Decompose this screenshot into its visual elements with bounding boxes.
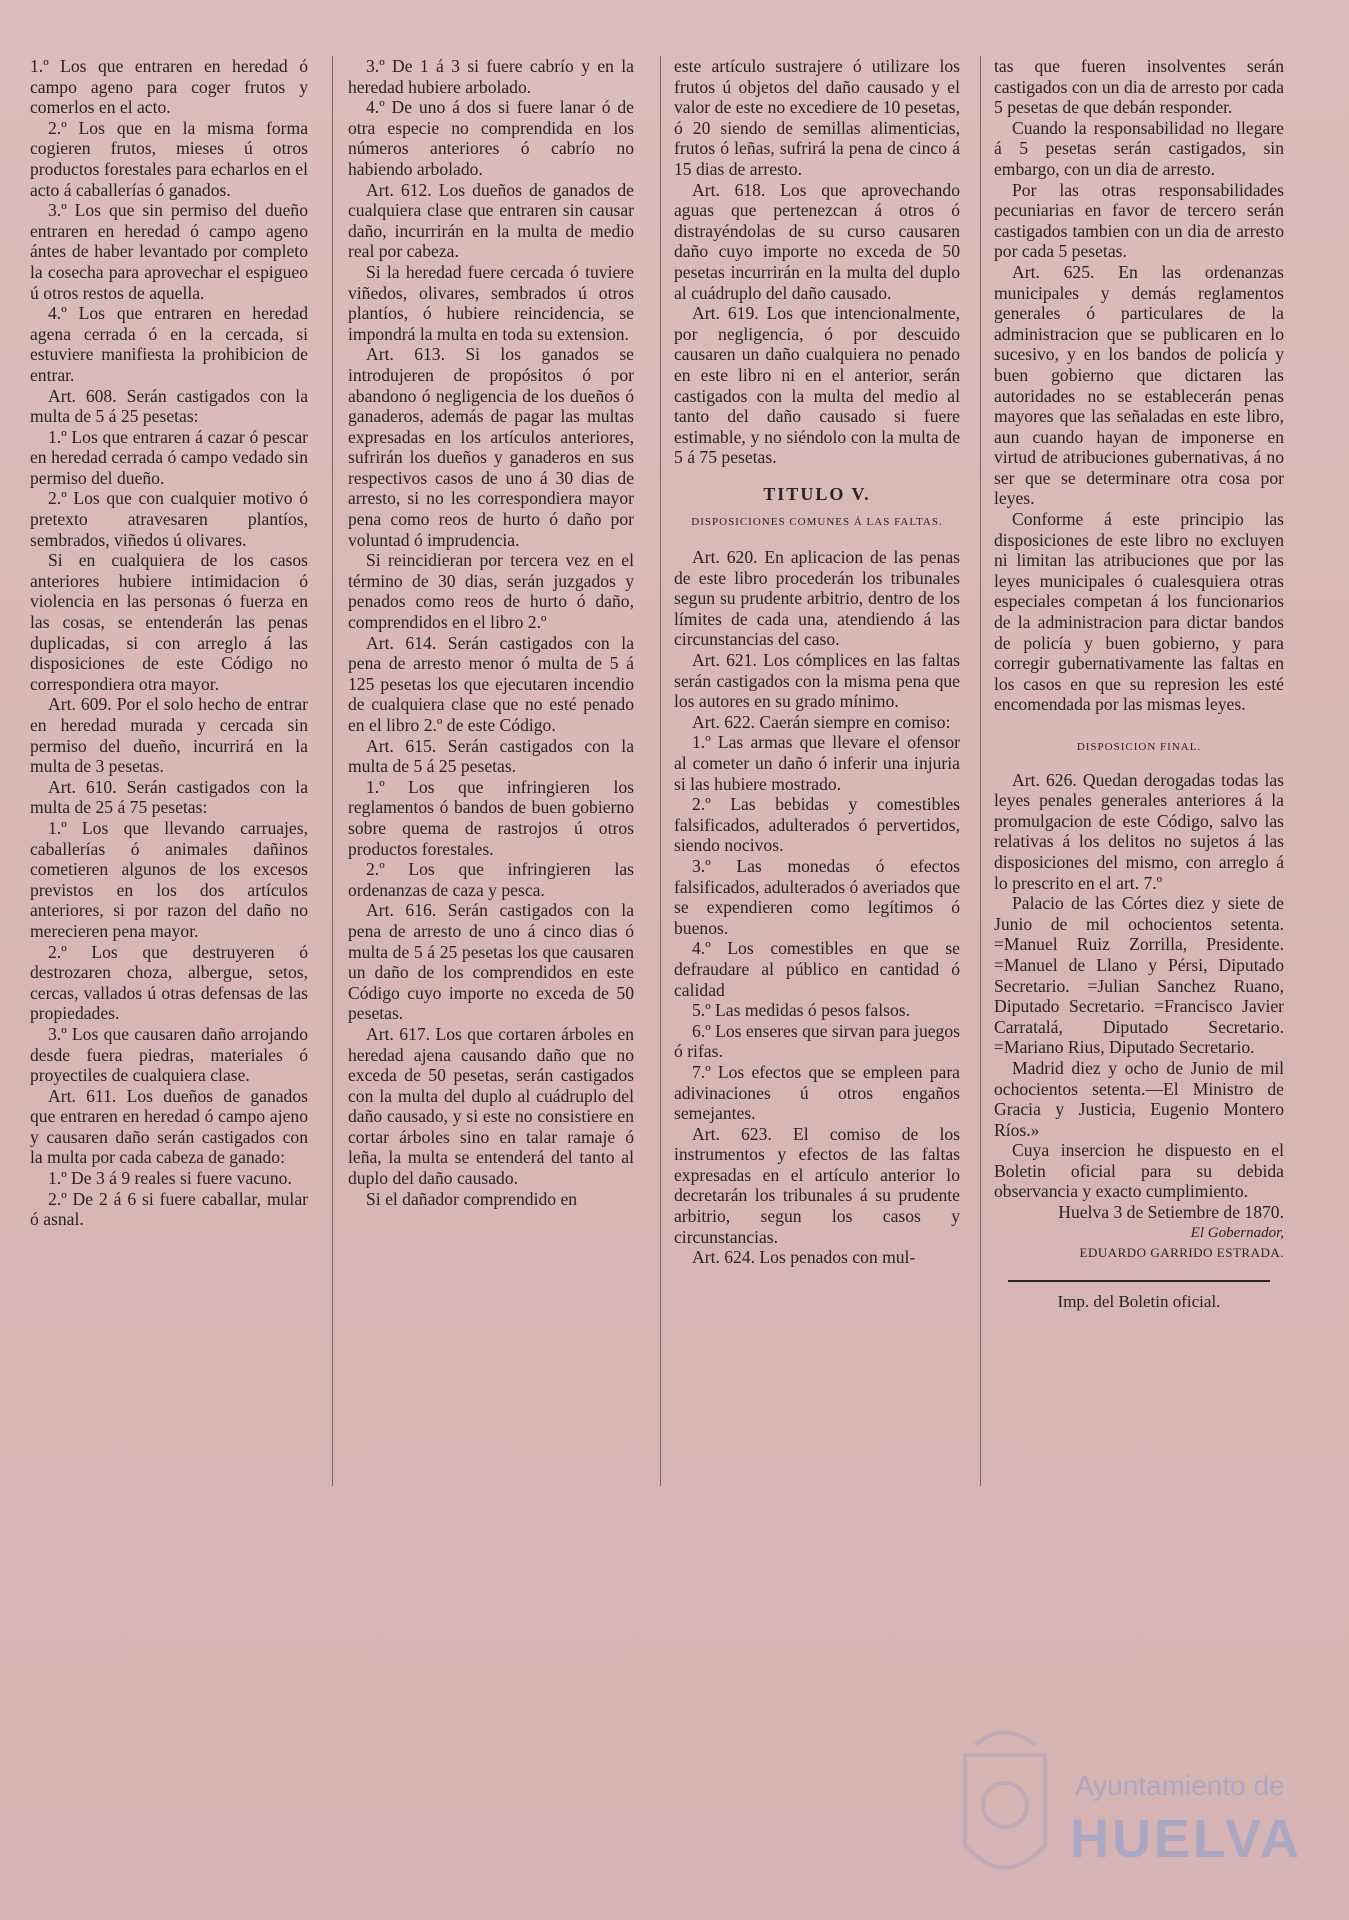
column-divider <box>332 56 333 1486</box>
paragraph: 2.º Los que en la misma forma cogieren frutos, mieses ú otros productos forestales para echarlos en el acto á caballerías ó ganados. <box>30 117 308 200</box>
paragraph: Art. 619. Los que intencionalmente, por negligencia, ó por descuido causaren un daño cualquiera no penado en este libro ni en el anterior, serán castigados con la multa del medio al tanto del daño causado si fuere estimable, y no siéndolo con la multa de 5 á 75 pesetas. <box>674 303 960 468</box>
section-subtitle: DISPOSICION FINAL. <box>1076 741 1202 753</box>
paragraph: 1.º Los que infringieren los reglamentos ó bandos de buen gobierno sobre quema de rastrojos ú otros productos forestales. <box>348 776 634 859</box>
signature-title: El Gobernador, <box>1190 1224 1284 1241</box>
column-divider <box>980 56 981 1486</box>
paragraph: Art. 613. Si los ganados se introdujeren de propósitos ó por abandono ó negligencia de los dueños ó ganaderos, además de pagar las multas expresadas en los artículos anteriores, sufrirán los dueños y ganaderos en sus respectivos casos de uno á 30 dias de arresto, si no les correspondiera mayor pena como reos de hurto ó daño por voluntad ó imprudencia. <box>348 344 634 550</box>
signature-name: EDUARDO GARRIDO ESTRADA. <box>1079 1245 1284 1261</box>
paragraph: Si reincidieran por tercera vez en el término de 30 dias, serán juzgados y penados como reos de hurto ó daño, comprendidos en el libro 2.º <box>348 550 634 633</box>
paragraph: 2.º Los que infringieren las ordenanzas de caza y pesca. <box>348 859 634 900</box>
section-title: TITULO V. <box>763 483 871 504</box>
paragraph: 3.º Los que sin permiso del dueño entraren en heredad ó campo ageno ántes de haber levantado por completo la cosecha para aprovechar el espigueo ú otros restos de aquella. <box>30 200 308 303</box>
paragraph: 2.º Las bebidas y comestibles falsificados, adulterados ó pervertidos, siendo nocivos. <box>674 794 960 856</box>
text-column-1 <box>30 56 308 1230</box>
end-rule <box>1008 1280 1270 1282</box>
paragraph: Por las otras responsabilidades pecuniarias en favor de tercero serán castigados tambien con un dia de arresto por cada 5 pesetas. <box>994 179 1284 262</box>
paragraph: Si en cualquiera de los casos anteriores hubiere intimidacion ó violencia en las personas ó fuerza en las cosas, se entenderán las penas duplicadas, si con arreglo á las disposiciones de este Código no correspondiera otra mayor. <box>30 550 308 694</box>
paragraph: Art. 617. Los que cortaren árboles en heredad ajena causando daño que no exceda de 50 pesetas, serán castigados con la multa del duplo al cuádruplo del daño causado, y si este no consistiere en cortar árboles sino en talar ramaje ó leña, la multa se entenderá del tanto al duplo del daño causado. <box>348 1023 634 1189</box>
paragraph: Art. 618. Los que aprovechando aguas que pertenezcan á otros ó distrayéndolas de su curso causaren daño cuyo importe no exceda de 50 pesetas incurrirán en la multa del duplo al cuádruplo del daño causado. <box>674 179 960 303</box>
text-column-4 <box>994 56 1284 1312</box>
paragraph: 2.º De 2 á 6 si fuere caballar, mular ó asnal. <box>30 1188 308 1230</box>
paragraph: Art. 608. Serán castigados con la multa de 5 á 25 pesetas: <box>30 385 308 427</box>
paragraph: 4.º Los que entraren en heredad agena cerrada ó en la cercada, si estuviere manifiesta la prohibicion de entrar. <box>30 303 308 385</box>
paragraph: Si el dañador comprendido en <box>366 1188 578 1209</box>
paragraph: Cuya insercion he dispuesto en el Boletin oficial para su debida observancia y exacto cumplimiento. <box>994 1140 1284 1202</box>
paragraph: Art. 616. Serán castigados con la pena de arresto de uno á cinco dias ó multa de 5 á 25 pesetas los que causaren un daño de los comprendidos en este Código cuyo importe no exceda de 50 pesetas. <box>348 900 634 1024</box>
paragraph: Art. 625. En las ordenanzas municipales y demás reglamentos generales ó particulares de la administracion que se publicaren en lo sucesivo, y en los bandos de policía y buen gobierno que dictaren las autoridades no se establecerán penas mayores que las señaladas en este libro, aun cuando hayan de imponerse en virtud de atribuciones gubernativas, á no ser que se determinare otra cosa por leyes. <box>994 261 1284 509</box>
paragraph: Cuando la responsabilidad no llegare á 5 pesetas serán castigados, sin embargo, con un dia de arresto. <box>994 117 1284 179</box>
paragraph: Art. 623. El comiso de los instrumentos y efectos de las faltas expresadas en el artículo anterior lo decretarán los tribunales á su prudente arbitrio, segun los casos y circunstancias. <box>674 1123 960 1247</box>
paragraph: Art. 609. Por el solo hecho de entrar en heredad murada y cercada sin permiso del dueño, incurrirá en la multa de 3 pesetas. <box>30 694 308 777</box>
paragraph: Palacio de las Córtes diez y siete de Junio de mil ochocientos setenta. =Manuel Ruiz Zorrilla, Presidente. =Manuel de Llano y Pérsi, Diputado Secretario. =Julian Sanchez Ruano, Diputado Secretario. =Francisco Javier Carratalá, Diputado Secretario. =Mariano Rius, Diputado Secretario. <box>994 893 1284 1058</box>
paragraph: 5.º Las medidas ó pesos falsos. <box>692 1000 911 1021</box>
text-column-3 <box>674 56 960 1268</box>
paragraph: Art. 620. En aplicacion de las penas de este libro procederán los tribunales segun su prudente arbitrio, dentro de los límites de cada una, atendiendo á las circunstancias del caso. <box>674 547 960 650</box>
paragraph: 7.º Los efectos que se empleen para adivinaciones ú otros engaños semejantes. <box>674 1061 960 1124</box>
watermark-line2: HUELVA <box>1070 1809 1302 1869</box>
section-subtitle: DISPOSICIONES COMUNES Á LAS FALTAS. <box>691 516 943 529</box>
paragraph: 3.º De 1 á 3 si fuere cabrío y en la heredad hubiere arbolado. <box>348 56 634 97</box>
paragraph: Art. 611. Los dueños de ganados que entraren en heredad ó campo ajeno y causaren daño serán castigados con la multa por cada cabeza de ganado: <box>30 1085 308 1168</box>
paragraph: Madrid diez y ocho de Junio de mil ochocientos setenta.—El Ministro de Gracia y Justicia, Eugenio Montero Ríos.» <box>994 1057 1284 1140</box>
paragraph: Art. 615. Serán castigados con la multa de 5 á 25 pesetas. <box>348 735 634 777</box>
paragraph: 3.º Las monedas ó efectos falsificados, adulterados ó averiados que se expendieren como legítimos ó buenos. <box>674 855 960 938</box>
paragraph: 2.º Los que destruyeren ó destrozaren choza, albergue, setos, cercas, vallados ú otras defensas de las propiedades. <box>30 941 308 1024</box>
column-divider <box>660 56 661 1486</box>
paragraph: 3.º Los que causaren daño arrojando desde fuera piedras, materiales ó proyectiles de cualquiera clase. <box>30 1023 308 1086</box>
paragraph: este artículo sustrajere ó utilizare los frutos ú objetos del daño causado y el valor de este no excediere de 10 pesetas, ó 20 siendo de semillas alimenticias, frutos ó leñas, sufrirá la pena de cinco á 15 dias de arresto. <box>674 56 960 179</box>
paragraph: Art. 622. Caerán siempre en comiso: <box>692 711 951 732</box>
paragraph: 2.º Los que con cualquier motivo ó pretexto atravesaren plantíos, sembrados, viñedos ú olivares. <box>30 488 308 550</box>
paragraph: 1.º Los que entraren á cazar ó pescar en heredad cerrada ó campo vedado sin permiso del dueño. <box>30 426 308 488</box>
paragraph: 4.º Los comestibles en que se defraudare al público en cantidad ó calidad <box>674 938 960 1000</box>
paragraph: 1.º De 3 á 9 reales si fuere vacuno. <box>48 1168 292 1189</box>
paragraph: 1.º Los que entraren en heredad ó campo ageno para coger frutos y comerlos en el acto. <box>30 56 308 118</box>
imprint: Imp. del Boletin oficial. <box>1057 1291 1221 1311</box>
paragraph: 6.º Los enseres que sirvan para juegos ó rifas. <box>674 1020 960 1062</box>
paragraph: Art. 621. Los cómplices en las faltas serán castigados con la misma pena que los autores en su grado mínimo. <box>674 650 960 712</box>
paragraph: 4.º De uno á dos si fuere lanar ó de otra especie no comprendida en los números anteriores ó cabrío no habiendo arbolado. <box>348 97 634 179</box>
watermark-line1: Ayuntamiento de <box>1075 1770 1285 1801</box>
paragraph: 1.º Los que llevando carruajes, caballerías ó animales dañinos cometieren algunos de los excesos previstos en los dos artículos anteriores, si por razon del daño no merecieren pena mayor. <box>30 817 308 941</box>
paragraph: Art. 624. Los penados con mul- <box>692 1247 916 1268</box>
paragraph: Art. 610. Serán castigados con la multa de 25 á 75 pesetas: <box>30 776 308 818</box>
paragraph: Conforme á este principio las disposiciones de este libro no excluyen ni limitan las atribuciones que por las leyes municipales ó cualesquiera otras especiales competan á los funcionarios de la administracion para dictar bandos de policía y buen gobierno, y para corregir gubernativamente las faltas en los casos en que su represion les esté encomendada por las mismas leyes. <box>994 509 1284 715</box>
paragraph: Art. 614. Serán castigados con la pena de arresto menor ó multa de 5 á 125 pesetas los que ejecutaren incendio de cualquiera clase que no esté penado en el libro 2.º de este Código. <box>348 632 634 735</box>
text-column-2 <box>348 56 634 1209</box>
paragraph: Art. 612. Los dueños de ganados de cualquiera clase que entraren sin causar daño, incurrirán en la multa de medio real por cabeza. <box>348 179 634 262</box>
date-line: Huelva 3 de Setiembre de 1870. <box>1058 1202 1284 1223</box>
paragraph: Art. 626. Quedan derogadas todas las leyes penales generales anteriores á la promulgacion de este Código, salvo las relativas á los delitos no sujetos á las disposiciones del mismo, con arreglo á lo prescrito en el art. 7.º <box>994 769 1284 893</box>
paragraph: tas que fueren insolventes serán castigados con un dia de arresto por cada 5 pesetas de que debán responder. <box>994 56 1284 118</box>
paragraph: Si la heredad fuere cercada ó tuviere viñedos, olivares, sembrados ú otros plantíos, ó hubiere reincidencia, se impondrá la multa en toda su extension. <box>348 261 634 344</box>
paragraph: 1.º Las armas que llevare el ofensor al cometer un daño ó inferir una injuria si las hubiere mostrado. <box>674 732 960 794</box>
